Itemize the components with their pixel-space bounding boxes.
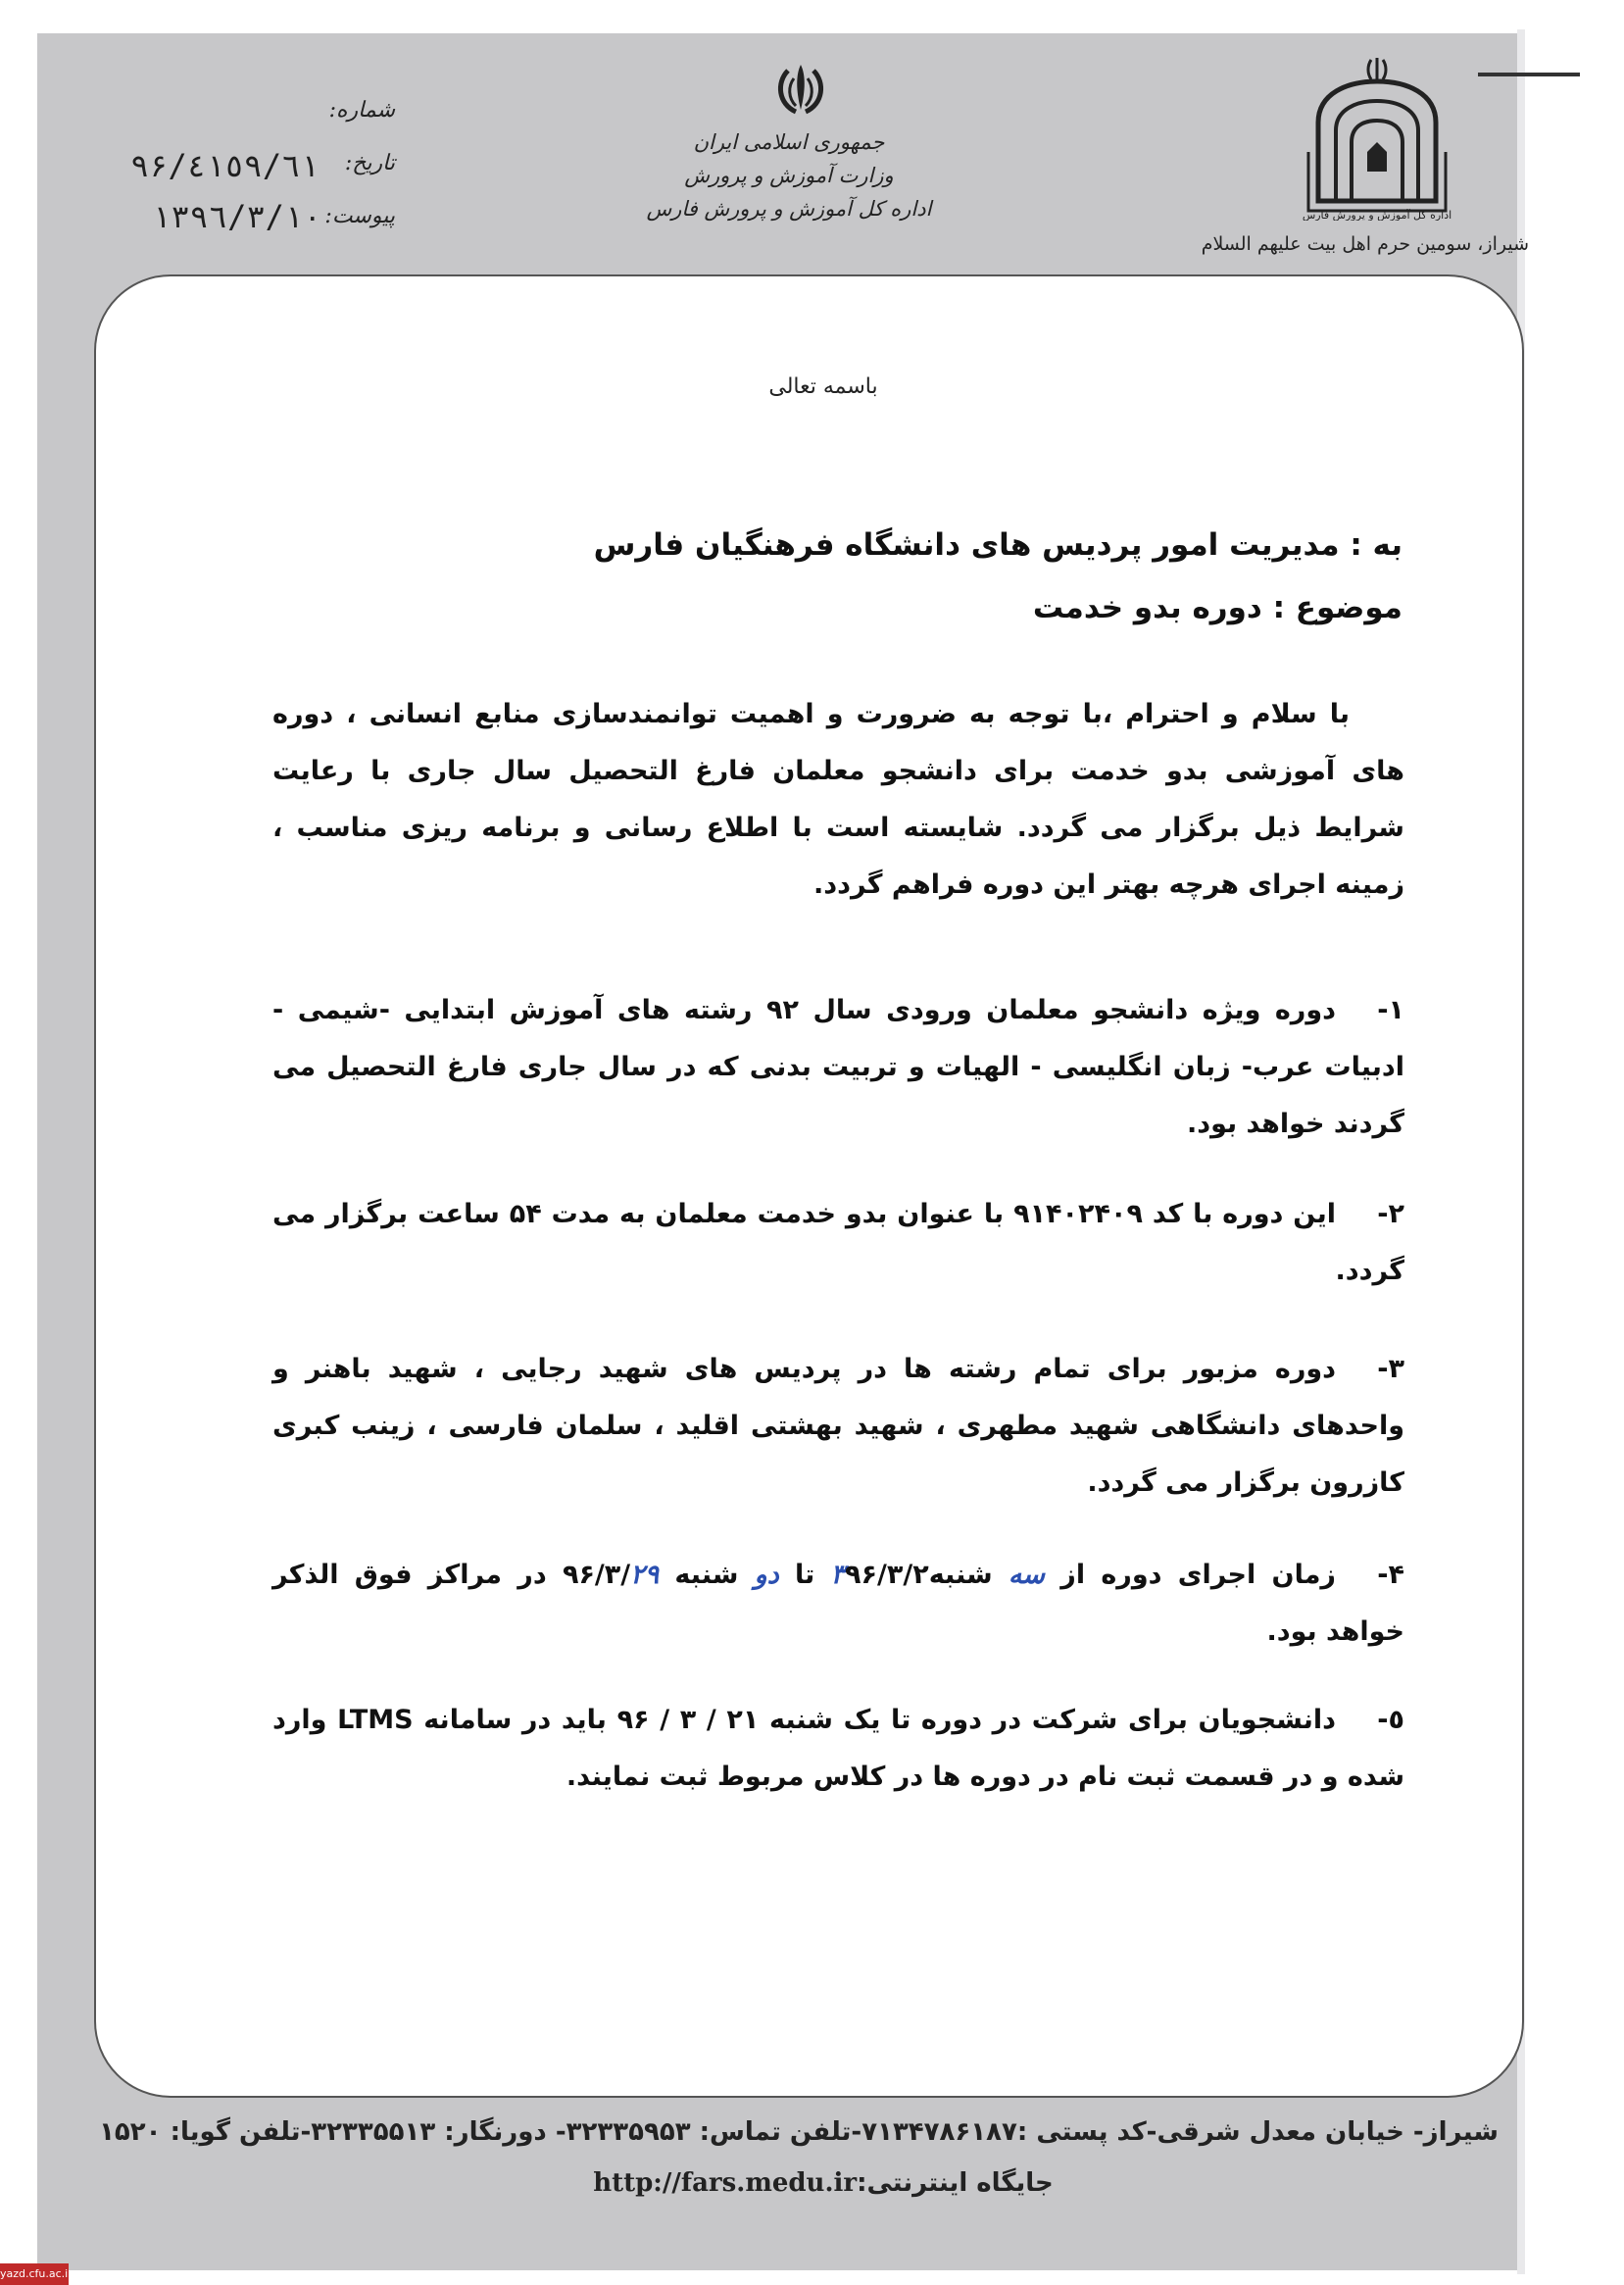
intro-paragraph xyxy=(272,686,1404,914)
item-text: این دوره با کد ۹۱۴۰۲۴۰۹ با عنوان بدو خدمت معلمان به مدت ۵۴ ساعت برگزار می گردد. xyxy=(272,1199,1404,1286)
item-text: تا xyxy=(794,1560,815,1590)
item-text: در مراکز فوق الذکر خواهد بود. xyxy=(272,1560,1404,1647)
education-department-logo xyxy=(1299,54,1455,221)
handwritten-note: ۳ xyxy=(830,1560,846,1590)
list-item xyxy=(272,1341,1404,1512)
item-number: ٣- xyxy=(1377,1354,1404,1384)
list-item xyxy=(272,1547,1404,1661)
handwritten-note: ۲۹ xyxy=(630,1560,660,1590)
corner-mark xyxy=(1478,73,1580,76)
item-text: دانشجویان برای شرکت در دوره تا یک شنبه ۲۱ / ۳ / ۹۶ باید در سامانه LTMS وارد شده و در قسمت ثبت نام در دوره ها در کلاس مربوط ثبت نمایند. xyxy=(272,1705,1404,1792)
footer-address: شیراز- خیابان معدل شرقی-کد پستی :۷۱۳۴۷۸۶۱۸۷-تلفن تماس: ۳۲۳۳۵۹۵۳- دورنگار: ۳۲۳۳۵۵۱۳-تلفن گویا: ۱۵۲۰ xyxy=(99,2117,1499,2147)
list-item xyxy=(272,1692,1404,1806)
item-number: ٥- xyxy=(1377,1705,1404,1735)
item-text: دوره ویژه دانشجو معلمان ورودی سال ۹۲ رشته های آموزش ابتدایی -شیمی - ادبیات عرب- زبان انگلیسی - الهیات و تربیت بدنی که در سال جاری فارغ التحصیل می گردند خواهد بود. xyxy=(272,995,1404,1139)
header-line: جمهوری اسلامی ایران xyxy=(693,130,885,154)
city-caption: شیراز، سومین حرم اهل بیت علیهم السلام xyxy=(1201,233,1529,255)
item-number: ٢- xyxy=(1377,1199,1404,1229)
item-text: زمان اجرای دوره از xyxy=(1060,1560,1336,1590)
basmala: باسمه تعالی xyxy=(768,374,878,399)
handwritten-note: سه xyxy=(1008,1560,1046,1590)
intro-text: با سلام و احترام ،با توجه به ضرورت و اهمیت توانمندسازی منابع انسانی ، دوره های آموزشی بدو خدمت برای دانشجو معلمان فارغ التحصیل سال جاری با رعایت شرایط ذیل برگزار می گردد. شایسته است با اطلاع رسانی و برنامه ریزی مناسب ، زمینه اجرای هرچه بهتر این دوره فراهم گردد. xyxy=(272,699,1404,900)
item-text: ۹۶/۳/۲ xyxy=(845,1560,929,1590)
item-number: ١- xyxy=(1377,995,1404,1025)
item-text: شنبه xyxy=(928,1560,993,1590)
item-text: ۹۶/۳/ xyxy=(562,1560,631,1590)
item-text: شنبه xyxy=(674,1560,739,1590)
letter-number: ۹۶/٤١٥٩/٦١ xyxy=(130,147,320,184)
website-link[interactable]: http://fars.medu.ir xyxy=(593,2168,858,2198)
subject-line: موضوع : دوره بدو خدمت xyxy=(1032,590,1403,625)
header-line: اداره کل آموزش و پرورش فارس xyxy=(646,197,932,221)
attachment-label: پیوست: xyxy=(324,204,395,228)
date-label: تاریخ: xyxy=(344,151,395,175)
item-number: ۴- xyxy=(1377,1560,1404,1590)
iran-emblem-icon xyxy=(766,61,835,120)
recipient-line: به : مدیریت امور پردیس های دانشگاه فرهنگیان فارس xyxy=(593,527,1403,563)
logo-caption: اداره کل آموزش و پرورش فارس xyxy=(1302,209,1452,221)
list-item xyxy=(272,1186,1404,1300)
handwritten-note: دو xyxy=(754,1560,779,1590)
footer-website xyxy=(529,2168,1117,2198)
letter-date: ١٣٩٦/٣/١٠ xyxy=(152,198,322,235)
site-watermark: yazd.cfu.ac.ir xyxy=(0,2263,69,2285)
website-label: جایگاه اینترنتی: xyxy=(857,2168,1054,2198)
header-line: وزارت آموزش و پرورش xyxy=(684,164,894,187)
reference-block xyxy=(123,90,407,247)
item-text: دوره مزبور برای تمام رشته ها در پردیس های شهید رجایی ، شهید باهنر و واحدهای دانشگاهی شهید مطهری ، شهید بهشتی اقلید ، سلمان فارسی ، زینب کبری کازرون برگزار می گردد. xyxy=(272,1354,1404,1498)
list-item xyxy=(272,982,1404,1153)
number-label: شماره: xyxy=(328,98,395,123)
ministry-header xyxy=(627,125,951,225)
